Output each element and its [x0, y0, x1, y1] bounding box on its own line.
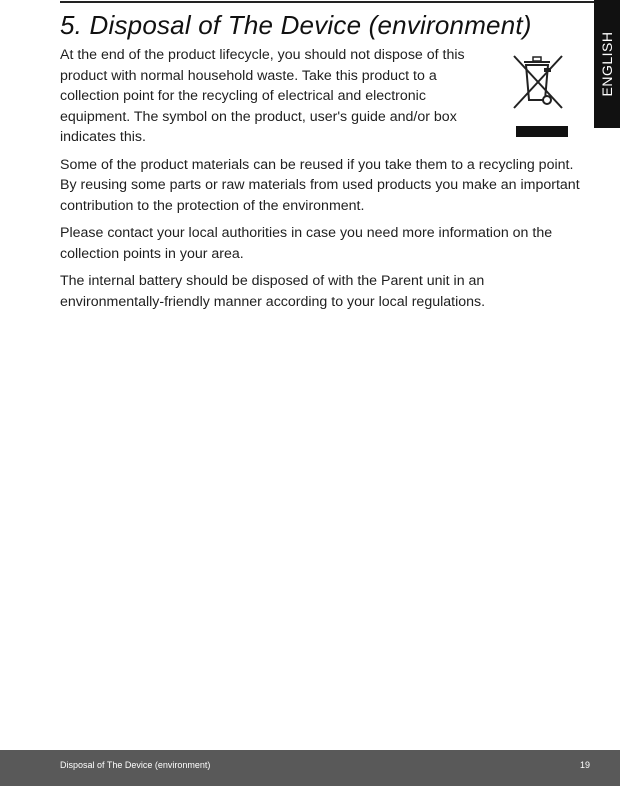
paragraph-disposal: At the end of the product lifecycle, you should not dispose of this product with normal household waste. Take this product to a collection point for the recycling of electrical and electronic equipment. The symbol on the product, user's guide and/or box indicates this.	[60, 47, 465, 145]
language-tab-label: ENGLISH	[599, 31, 615, 97]
body-text	[60, 45, 590, 319]
page-footer	[0, 750, 620, 786]
paragraph-reuse: Some of the product materials can be reused if you take them to a recycling point. By reusing some parts or raw materials from used products you make an important contribution to the protection of the environment.	[60, 156, 580, 214]
top-rule	[60, 1, 594, 3]
language-tab	[594, 0, 620, 128]
page-number: 19	[580, 760, 591, 770]
paragraph-battery: The internal battery should be disposed of with the Parent unit in an environmentally-friendly manner according to your local regulations.	[60, 273, 486, 310]
section-heading: 5. Disposal of The Device (environment)	[60, 10, 532, 40]
paragraph-contact: Please contact your local authorities in case you need more information on the collection points in your area.	[60, 225, 553, 262]
footer-title: Disposal of The Device (environment)	[60, 760, 211, 770]
